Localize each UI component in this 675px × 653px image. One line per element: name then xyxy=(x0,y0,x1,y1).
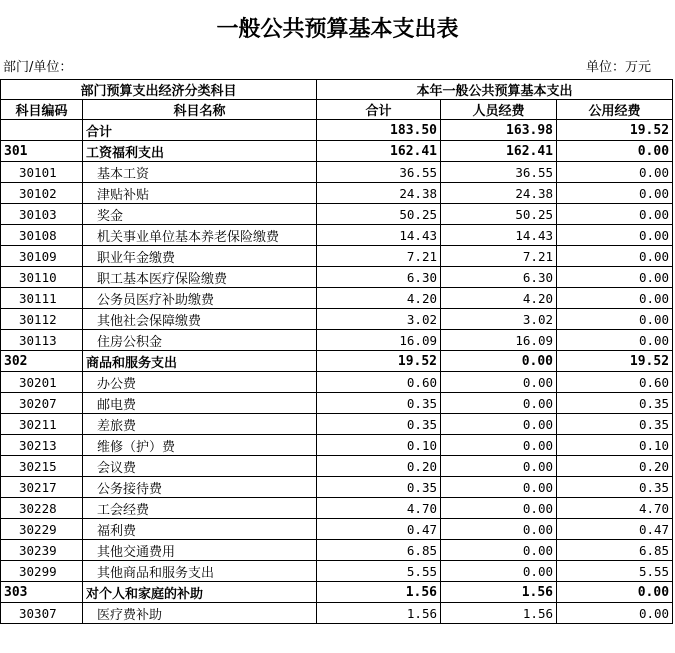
cell-total: 5.55 xyxy=(317,561,441,582)
cell-total: 14.43 xyxy=(317,225,441,246)
cell-name: 奖金 xyxy=(83,204,317,225)
cell-total: 6.85 xyxy=(317,540,441,561)
cell-personnel: 7.21 xyxy=(441,246,557,267)
cell-total: 7.21 xyxy=(317,246,441,267)
cell-personnel: 0.00 xyxy=(441,435,557,456)
cell-name: 职工基本医疗保险缴费 xyxy=(83,267,317,288)
cell-public: 0.60 xyxy=(557,372,673,393)
table-row xyxy=(1,561,673,582)
cell-code: 30217 xyxy=(1,477,83,498)
table-row xyxy=(1,393,673,414)
cell-code: 30110 xyxy=(1,267,83,288)
table-row xyxy=(1,183,673,204)
cell-total: 1.56 xyxy=(317,603,441,624)
cell-public: 4.70 xyxy=(557,498,673,519)
cell-personnel: 24.38 xyxy=(441,183,557,204)
cell-public: 0.00 xyxy=(557,183,673,204)
cell-code: 30213 xyxy=(1,435,83,456)
cell-public: 0.00 xyxy=(557,582,673,603)
cell-total: 36.55 xyxy=(317,162,441,183)
cell-name: 福利费 xyxy=(83,519,317,540)
header-col-row xyxy=(1,100,673,120)
cell-public: 0.47 xyxy=(557,519,673,540)
cell-name: 对个人和家庭的补助 xyxy=(83,582,317,603)
cell-personnel: 14.43 xyxy=(441,225,557,246)
cell-personnel: 0.00 xyxy=(441,477,557,498)
cell-personnel: 162.41 xyxy=(441,141,557,162)
group-row xyxy=(1,582,673,603)
cell-personnel: 0.00 xyxy=(441,456,557,477)
header-group-right: 本年一般公共预算基本支出 xyxy=(317,80,673,100)
cell-name: 工资福利支出 xyxy=(83,141,317,162)
page-title: 一般公共预算基本支出表 xyxy=(216,16,459,42)
cell-public: 0.35 xyxy=(557,477,673,498)
cell-name: 机关事业单位基本养老保险缴费 xyxy=(83,225,317,246)
header-name: 科目名称 xyxy=(83,100,317,120)
cell-code: 302 xyxy=(1,351,83,372)
table-row xyxy=(1,603,673,624)
cell-personnel: 0.00 xyxy=(441,498,557,519)
cell-public: 5.55 xyxy=(557,561,673,582)
cell-total: 0.20 xyxy=(317,456,441,477)
cell-code xyxy=(1,120,83,141)
cell-personnel: 0.00 xyxy=(441,561,557,582)
cell-personnel: 0.00 xyxy=(441,540,557,561)
cell-name: 会议费 xyxy=(83,456,317,477)
cell-public: 0.00 xyxy=(557,246,673,267)
cell-public: 19.52 xyxy=(557,120,673,141)
cell-code: 30103 xyxy=(1,204,83,225)
cell-total: 0.35 xyxy=(317,393,441,414)
cell-personnel: 1.56 xyxy=(441,582,557,603)
cell-public: 0.20 xyxy=(557,456,673,477)
cell-public: 0.00 xyxy=(557,330,673,351)
cell-public: 6.85 xyxy=(557,540,673,561)
cell-personnel: 0.00 xyxy=(441,414,557,435)
cell-total: 24.38 xyxy=(317,183,441,204)
cell-public: 0.00 xyxy=(557,225,673,246)
cell-name: 维修（护）费 xyxy=(83,435,317,456)
table-row xyxy=(1,330,673,351)
cell-code: 30113 xyxy=(1,330,83,351)
cell-code: 30228 xyxy=(1,498,83,519)
cell-name: 差旅费 xyxy=(83,414,317,435)
cell-name: 合计 xyxy=(83,120,317,141)
cell-public: 0.00 xyxy=(557,141,673,162)
cell-code: 30109 xyxy=(1,246,83,267)
cell-total: 0.35 xyxy=(317,414,441,435)
cell-total: 0.47 xyxy=(317,519,441,540)
cell-total: 3.02 xyxy=(317,309,441,330)
cell-code: 30239 xyxy=(1,540,83,561)
table-row xyxy=(1,540,673,561)
group-row xyxy=(1,120,673,141)
cell-public: 0.00 xyxy=(557,309,673,330)
cell-total: 0.60 xyxy=(317,372,441,393)
header-group-left: 部门预算支出经济分类科目 xyxy=(1,80,317,100)
header-personnel: 人员经费 xyxy=(441,100,557,120)
cell-total: 6.30 xyxy=(317,267,441,288)
cell-total: 0.10 xyxy=(317,435,441,456)
cell-code: 30229 xyxy=(1,519,83,540)
cell-personnel: 0.00 xyxy=(441,519,557,540)
cell-total: 4.20 xyxy=(317,288,441,309)
cell-code: 301 xyxy=(1,141,83,162)
cell-code: 303 xyxy=(1,582,83,603)
cell-code: 30112 xyxy=(1,309,83,330)
cell-name: 其他交通费用 xyxy=(83,540,317,561)
cell-code: 30207 xyxy=(1,393,83,414)
cell-code: 30299 xyxy=(1,561,83,582)
cell-name: 医疗费补助 xyxy=(83,603,317,624)
cell-code: 30211 xyxy=(1,414,83,435)
cell-personnel: 163.98 xyxy=(441,120,557,141)
header-code: 科目编码 xyxy=(1,100,83,120)
dept-label: 部门/单位： xyxy=(3,60,73,75)
cell-personnel: 50.25 xyxy=(441,204,557,225)
table-row xyxy=(1,246,673,267)
cell-code: 30201 xyxy=(1,372,83,393)
cell-name: 邮电费 xyxy=(83,393,317,414)
cell-name: 职业年金缴费 xyxy=(83,246,317,267)
cell-personnel: 4.20 xyxy=(441,288,557,309)
cell-code: 30111 xyxy=(1,288,83,309)
cell-code: 30215 xyxy=(1,456,83,477)
table-row xyxy=(1,225,673,246)
cell-personnel: 6.30 xyxy=(441,267,557,288)
cell-public: 0.00 xyxy=(557,288,673,309)
cell-total: 0.35 xyxy=(317,477,441,498)
header-public: 公用经费 xyxy=(557,100,673,120)
cell-total: 19.52 xyxy=(317,351,441,372)
table-row xyxy=(1,309,673,330)
cell-total: 4.70 xyxy=(317,498,441,519)
cell-personnel: 0.00 xyxy=(441,393,557,414)
cell-total: 50.25 xyxy=(317,204,441,225)
cell-name: 办公费 xyxy=(83,372,317,393)
cell-public: 0.35 xyxy=(557,414,673,435)
cell-name: 工会经费 xyxy=(83,498,317,519)
table-row xyxy=(1,414,673,435)
table-row xyxy=(1,456,673,477)
header-total: 合计 xyxy=(317,100,441,120)
cell-public: 0.00 xyxy=(557,603,673,624)
table-row xyxy=(1,204,673,225)
cell-name: 津贴补贴 xyxy=(83,183,317,204)
cell-name: 其他社会保障缴费 xyxy=(83,309,317,330)
cell-total: 162.41 xyxy=(317,141,441,162)
table-row xyxy=(1,267,673,288)
unit-label: 单位：万元 xyxy=(585,60,651,75)
cell-code: 30307 xyxy=(1,603,83,624)
header-group-row xyxy=(1,80,673,100)
table-row xyxy=(1,162,673,183)
group-row xyxy=(1,351,673,372)
table-row xyxy=(1,372,673,393)
cell-public: 0.00 xyxy=(557,204,673,225)
cell-total: 1.56 xyxy=(317,582,441,603)
table-row xyxy=(1,498,673,519)
unit-row xyxy=(0,56,675,74)
cell-public: 0.00 xyxy=(557,162,673,183)
budget-table xyxy=(0,79,673,624)
cell-name: 基本工资 xyxy=(83,162,317,183)
cell-personnel: 36.55 xyxy=(441,162,557,183)
cell-public: 19.52 xyxy=(557,351,673,372)
cell-personnel: 1.56 xyxy=(441,603,557,624)
table-row xyxy=(1,519,673,540)
table-row xyxy=(1,477,673,498)
cell-code: 30102 xyxy=(1,183,83,204)
cell-name: 商品和服务支出 xyxy=(83,351,317,372)
table-row xyxy=(1,288,673,309)
cell-name: 其他商品和服务支出 xyxy=(83,561,317,582)
cell-personnel: 16.09 xyxy=(441,330,557,351)
cell-public: 0.35 xyxy=(557,393,673,414)
table-row xyxy=(1,435,673,456)
cell-total: 16.09 xyxy=(317,330,441,351)
group-row xyxy=(1,141,673,162)
cell-personnel: 0.00 xyxy=(441,372,557,393)
cell-public: 0.10 xyxy=(557,435,673,456)
cell-code: 30108 xyxy=(1,225,83,246)
cell-name: 公务接待费 xyxy=(83,477,317,498)
cell-name: 公务员医疗补助缴费 xyxy=(83,288,317,309)
cell-personnel: 3.02 xyxy=(441,309,557,330)
cell-name: 住房公积金 xyxy=(83,330,317,351)
cell-code: 30101 xyxy=(1,162,83,183)
cell-personnel: 0.00 xyxy=(441,351,557,372)
cell-public: 0.00 xyxy=(557,267,673,288)
cell-total: 183.50 xyxy=(317,120,441,141)
